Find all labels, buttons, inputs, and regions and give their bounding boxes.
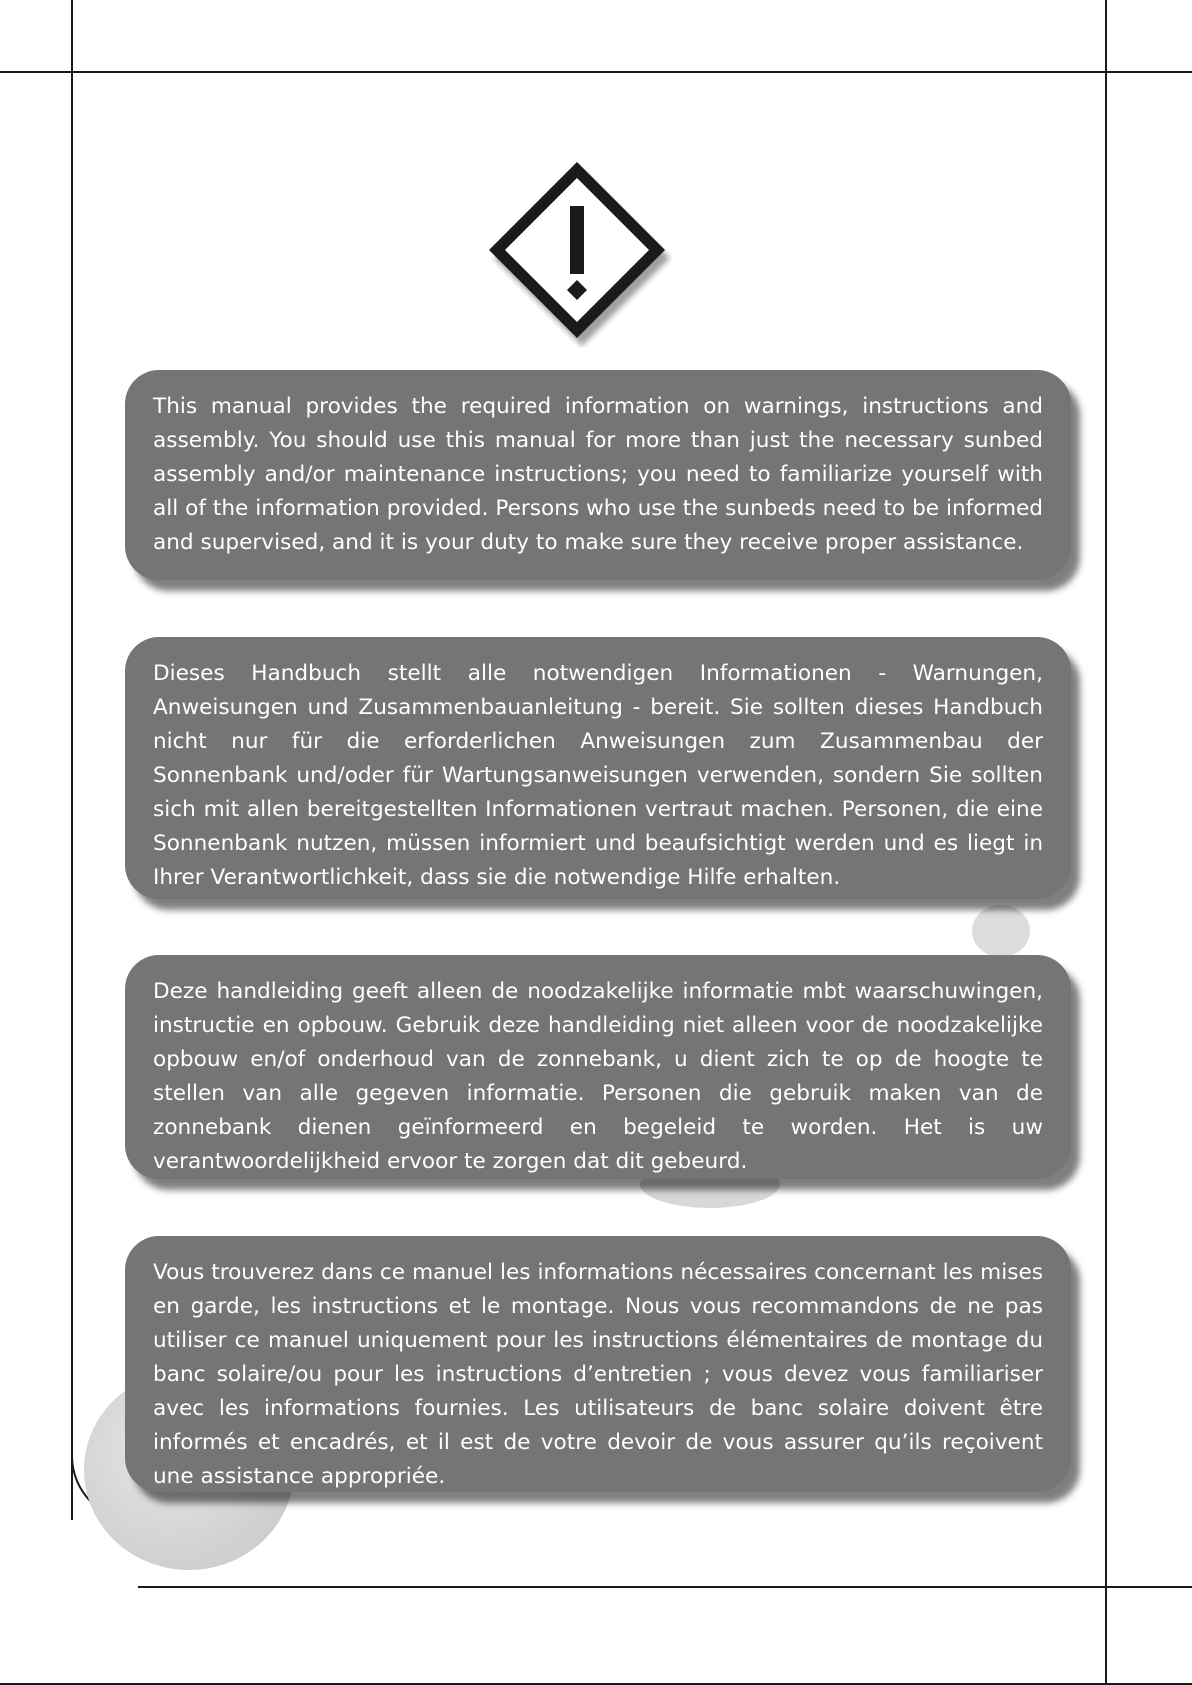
german-notice-panel [125, 637, 1071, 899]
right-margin-rule [1105, 0, 1107, 1685]
french-notice-panel [125, 1236, 1071, 1492]
dutch-notice-panel [125, 955, 1071, 1179]
exclamation-warning-diamond-icon [482, 158, 672, 348]
left-margin-rule [71, 0, 73, 1520]
bottom-rule [138, 1586, 1192, 1588]
top-rule [0, 71, 1192, 73]
english-notice-text: This manual provides the required information on warnings, instructions and assembly. You should use this manual for more than just the necessary sunbed assembly and/or maintenance instructions; you need to familiarize yourself with all of the information provided. Persons who use the sunbeds need to be informed and supervised, and it is your duty to make sure they receive proper assistance. [153, 394, 1043, 555]
decorative-bubble [972, 905, 1030, 957]
french-notice-text: Vous trouverez dans ce manuel les informations nécessaires concernant les mises en garde, les instructions et le montage. Nous vous recommandons de ne pas utiliser ce manuel uniquement pour les instructions élémentaires de montage du banc solaire/ou pour les instructions d’entretien ; vous devez vous familiariser avec les informations fournies. Les utilisateurs de banc solaire doivent être informés et encadrés, et il est de votre devoir de vous assurer qu’ils reçoivent une assistance appropriée. [153, 1260, 1043, 1489]
english-notice-panel [125, 370, 1071, 580]
dutch-notice-text: Deze handleiding geeft alleen de noodzakelijke informatie mbt waarschuwingen, instructie en opbouw. Gebruik deze handleiding niet alleen voor de noodzakelijke opbouw en/of onderhoud van de zonnebank, u dient zich te op de hoogte te stellen van alle gegeven informatie. Personen die gebruik maken van de zonnebank dienen geïnformeerd en begeleid te worden. Het is uw verantwoordelijkheid ervoor te zorgen dat dit gebeurd. [153, 979, 1043, 1174]
german-notice-text: Dieses Handbuch stellt alle notwendigen Informationen - Warnungen, Anweisungen und Zusammenbauanleitung - bereit. Sie sollten dieses Handbuch nicht nur für die erforderlichen Anweisungen zum Zusammenbau der Sonnenbank und/oder für Wartungsanweisungen verwenden, sondern Sie sollten sich mit allen bereitgestellten Informationen vertraut machen. Personen, die eine Sonnenbank nutzen, müssen informiert und beaufsichtigt werden und es liegt in Ihrer Verantwortlichkeit, dass sie die notwendige Hilfe erhalten. [153, 661, 1043, 890]
